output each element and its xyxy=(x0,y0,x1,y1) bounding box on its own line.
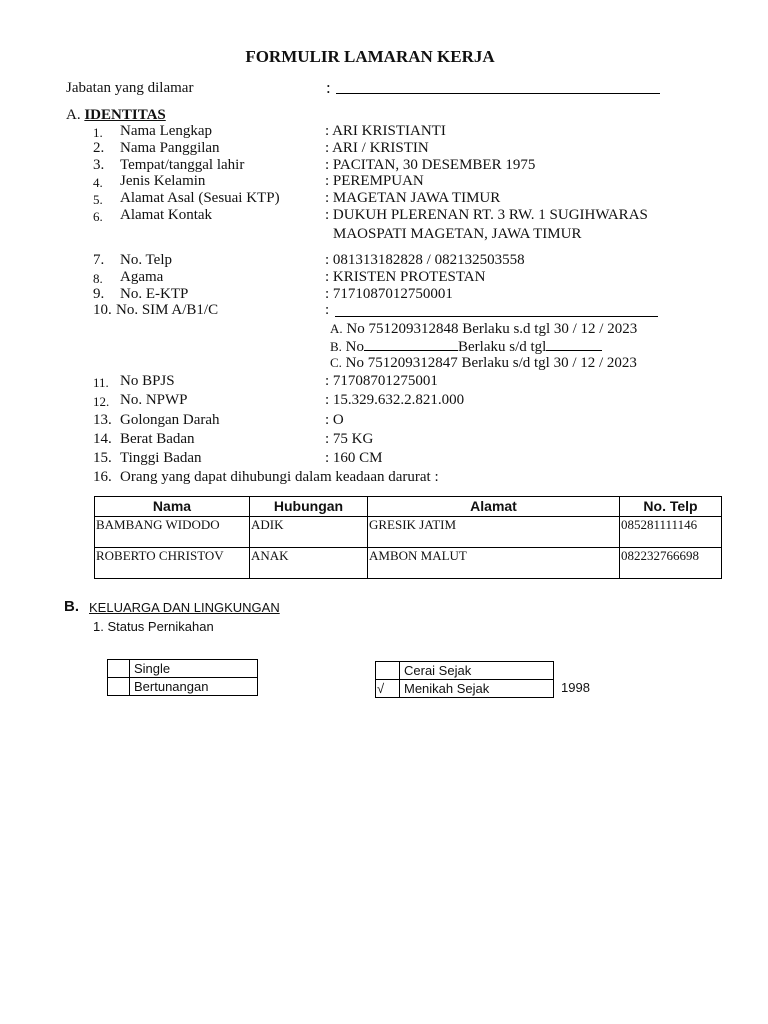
cell-no-telp: 085281111146 xyxy=(620,517,722,548)
sim-berlaku-label-b: Berlaku s/d tgl xyxy=(458,339,547,355)
form-title: FORMULIR LAMARAN KERJA xyxy=(245,47,495,66)
header-no-telp: No. Telp xyxy=(620,497,722,517)
cell-nama: BAMBANG WIDODO xyxy=(95,517,250,548)
checkbox-single[interactable] xyxy=(108,660,130,678)
header-nama: Nama xyxy=(95,497,250,517)
table-row xyxy=(95,517,722,548)
emergency-contacts-table xyxy=(94,496,722,579)
sim-letter-a: A. xyxy=(330,321,343,336)
status-table-left xyxy=(107,659,258,696)
identity-label-11: No BPJS xyxy=(120,373,175,389)
identity-num-4: 4. xyxy=(93,175,103,190)
identity-value-11: : 71708701275001 xyxy=(325,373,438,389)
status-pernikahan-label: 1. Status Pernikahan xyxy=(93,619,214,634)
identity-value-1: : ARI KRISTIANTI xyxy=(325,123,446,139)
identity-value-10: : xyxy=(325,302,330,318)
status-label-cerai: Cerai Sejak xyxy=(400,662,554,680)
identity-value-9: : 7171087012750001 xyxy=(325,286,453,302)
status-row-cerai xyxy=(376,662,554,680)
identity-label-10: No. SIM A/B1/C xyxy=(116,302,219,318)
cell-hubungan: ANAK xyxy=(250,548,368,579)
identity-num-5: 5. xyxy=(93,192,103,207)
jabatan-blank-line xyxy=(336,93,660,94)
status-label-menikah: Menikah Sejak xyxy=(400,680,554,698)
sim-no-blank-b xyxy=(364,338,458,351)
emergency-num: 16. xyxy=(93,469,112,485)
married-year: 1998 xyxy=(561,680,590,695)
section-b-letter: B. xyxy=(64,598,79,615)
cell-no-telp: 082232766698 xyxy=(620,548,722,579)
identity-num-3: 3. xyxy=(93,157,105,173)
identity-value-14: : 75 KG xyxy=(325,431,374,447)
table-header-row xyxy=(95,497,722,517)
identity-value-8: : KRISTEN PROTESTAN xyxy=(325,269,486,285)
sim-blank-line xyxy=(335,316,658,317)
cell-alamat: GRESIK JATIM xyxy=(368,517,620,548)
identity-label-9: No. E-KTP xyxy=(120,286,189,302)
identity-label-14: Berat Badan xyxy=(120,431,195,447)
identity-label-13: Golongan Darah xyxy=(120,412,220,428)
identity-value-12: : 15.329.632.2.821.000 xyxy=(325,392,465,408)
status-row-single xyxy=(108,660,258,678)
sim-letter-b: B. xyxy=(330,339,342,354)
status-row-bertunangan xyxy=(108,678,258,696)
sim-item-b xyxy=(330,338,602,356)
identity-value-6-line2: MAOSPATI MAGETAN, JAWA TIMUR xyxy=(333,226,582,242)
identity-label-2: Nama Panggilan xyxy=(120,140,220,156)
identity-num-12: 12. xyxy=(93,394,110,409)
identity-label-7: No. Telp xyxy=(120,252,173,268)
checkbox-bertunangan[interactable] xyxy=(108,678,130,696)
header-alamat: Alamat xyxy=(368,497,620,517)
identity-value-7: : 081313182828 / 082132503558 xyxy=(325,252,525,268)
identity-num-14: 14. xyxy=(93,431,112,447)
status-label-single: Single xyxy=(130,660,258,678)
identity-label-1: Nama Lengkap xyxy=(120,123,213,139)
identity-num-11: 11. xyxy=(93,375,109,390)
status-label-bertunangan: Bertunangan xyxy=(130,678,258,696)
identity-value-6: : DUKUH PLERENAN RT. 3 RW. 1 SUGIHWARAS xyxy=(325,207,648,223)
sim-item-c xyxy=(330,355,637,372)
identity-value-3: : PACITAN, 30 DESEMBER 1975 xyxy=(325,157,536,173)
identity-value-2: : ARI / KRISTIN xyxy=(325,140,429,156)
identity-num-15: 15. xyxy=(93,450,112,466)
sim-item-a xyxy=(330,321,637,338)
cell-nama: ROBERTO CHRISTOV xyxy=(95,548,250,579)
identity-num-8: 8. xyxy=(93,271,103,286)
identity-num-9: 9. xyxy=(93,286,105,302)
sim-no-label-b: No xyxy=(345,339,365,355)
section-a-letter: A. xyxy=(66,107,81,123)
identity-num-6: 6. xyxy=(93,209,103,224)
sim-text-c: No 751209312847 Berlaku s/d tgl 30 / 12 / 2023 xyxy=(345,355,637,371)
emergency-label: Orang yang dapat dihubungi dalam keadaan darurat : xyxy=(120,469,439,485)
table-row xyxy=(95,548,722,579)
identity-label-3: Tempat/tanggal lahir xyxy=(120,157,245,173)
identity-num-7: 7. xyxy=(93,252,105,268)
identity-label-8: Agama xyxy=(120,269,164,285)
jabatan-label: Jabatan yang dilamar xyxy=(66,80,194,96)
identity-num-2: 2. xyxy=(93,140,105,156)
identity-value-5: : MAGETAN JAWA TIMUR xyxy=(325,190,501,206)
identity-label-4: Jenis Kelamin xyxy=(120,173,206,189)
sim-letter-c: C. xyxy=(330,355,342,370)
sim-text-a: No 751209312848 Berlaku s.d tgl 30 / 12 / 2023 xyxy=(346,321,638,337)
checkbox-cerai[interactable] xyxy=(376,662,400,680)
identity-value-13: : O xyxy=(325,412,344,428)
identity-num-1: 1. xyxy=(93,125,103,140)
identity-value-15: : 160 CM xyxy=(325,450,383,466)
cell-alamat: AMBON MALUT xyxy=(368,548,620,579)
section-a-title: IDENTITAS xyxy=(84,107,166,123)
section-a-heading xyxy=(66,107,166,124)
identity-label-12: No. NPWP xyxy=(120,392,188,408)
identity-num-13: 13. xyxy=(93,412,112,428)
section-b-title: KELUARGA DAN LINGKUNGAN xyxy=(89,600,280,615)
status-row-menikah xyxy=(376,680,554,698)
sim-date-blank-b xyxy=(546,338,602,351)
identity-label-6: Alamat Kontak xyxy=(120,207,213,223)
status-table-right xyxy=(375,661,554,698)
cell-hubungan: ADIK xyxy=(250,517,368,548)
identity-value-4: : PEREMPUAN xyxy=(325,173,424,189)
header-hubungan: Hubungan xyxy=(250,497,368,517)
identity-label-15: Tinggi Badan xyxy=(120,450,202,466)
identity-label-5: Alamat Asal (Sesuai KTP) xyxy=(120,190,280,206)
checkbox-menikah[interactable]: √ xyxy=(376,680,400,698)
jabatan-colon: : xyxy=(326,78,331,97)
identity-num-10: 10. xyxy=(93,302,112,318)
